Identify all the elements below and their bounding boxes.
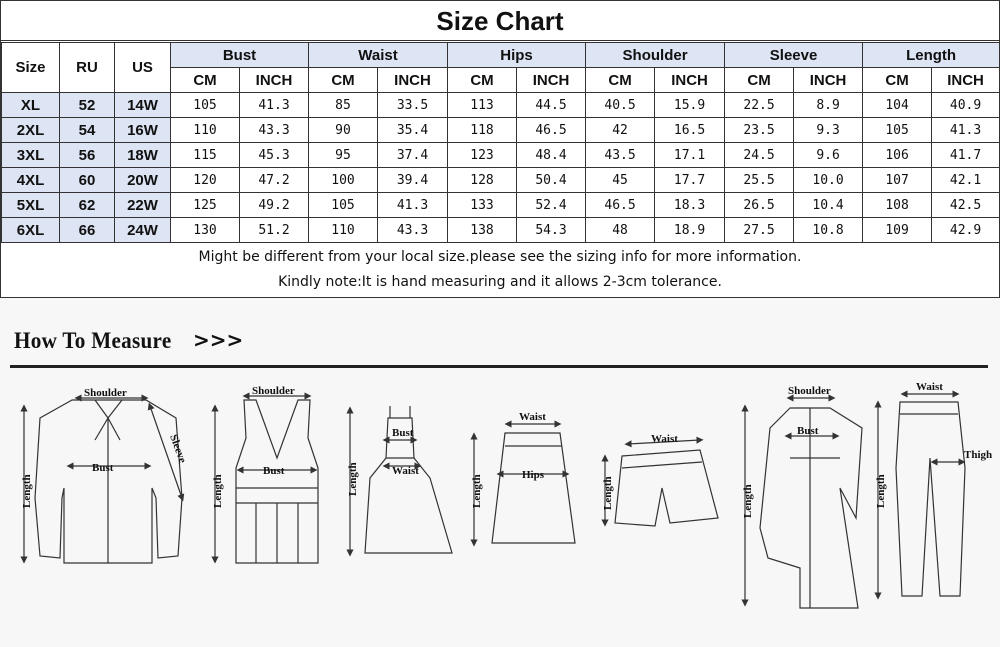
measurement-cell: 9.6 — [794, 143, 863, 168]
sundress-figure — [347, 406, 452, 553]
label-hips-4: Hips — [522, 469, 545, 481]
measurement-cell: 46.5 — [517, 118, 586, 143]
ru-cell: 52 — [60, 93, 115, 118]
measurement-cell: 16.5 — [655, 118, 725, 143]
chart-title: Size Chart — [1, 1, 999, 41]
measurement-cell: 40.5 — [586, 93, 655, 118]
size-note: Might be different from your local size.please see the sizing info for more information. — [198, 249, 802, 265]
size-cell: XL — [2, 93, 60, 118]
label-length-4: Length — [471, 474, 483, 508]
coat-figure — [742, 385, 862, 608]
table-row — [2, 143, 1000, 168]
ru-cell: 54 — [60, 118, 115, 143]
measurement-cell: 110 — [309, 218, 378, 243]
measurement-cell: 45 — [586, 168, 655, 193]
table-row — [2, 168, 1000, 193]
col-group-hips: Hips — [448, 43, 586, 68]
ru-cell: 60 — [60, 168, 115, 193]
measurement-cell: 18.3 — [655, 193, 725, 218]
measurement-cell: 18.9 — [655, 218, 725, 243]
size-cell: 4XL — [2, 168, 60, 193]
col-group-waist: Waist — [309, 43, 448, 68]
how-to-measure-section — [0, 298, 1000, 647]
measurement-cell: 42.9 — [932, 218, 1000, 243]
measurement-cell: 113 — [448, 93, 517, 118]
measurement-cell: 41.7 — [932, 143, 1000, 168]
measurement-cell: 118 — [448, 118, 517, 143]
col-header-ru: RU — [60, 43, 115, 93]
measurement-cell: 105 — [309, 193, 378, 218]
unit-header-inch: INCH — [240, 68, 309, 93]
measurement-cell: 48.4 — [517, 143, 586, 168]
measurement-cell: 43.5 — [586, 143, 655, 168]
measurement-cell: 8.9 — [794, 93, 863, 118]
skirt-figure — [471, 411, 575, 543]
measurement-cell: 17.1 — [655, 143, 725, 168]
measurement-cell: 130 — [171, 218, 240, 243]
measurement-cell: 115 — [171, 143, 240, 168]
measurement-cell: 110 — [171, 118, 240, 143]
measurement-cell: 123 — [448, 143, 517, 168]
measurement-cell: 42.1 — [932, 168, 1000, 193]
label-waist-7: Waist — [916, 381, 943, 393]
measurement-cell: 10.4 — [794, 193, 863, 218]
table-row — [2, 218, 1000, 243]
measurement-cell: 107 — [863, 168, 932, 193]
measurement-cell: 138 — [448, 218, 517, 243]
measurement-cell: 105 — [171, 93, 240, 118]
measurement-cell: 125 — [171, 193, 240, 218]
label-bust-6: Bust — [797, 425, 819, 437]
measurement-cell: 26.5 — [725, 193, 794, 218]
table-row — [2, 193, 1000, 218]
label-shoulder-6: Shoulder — [788, 385, 831, 397]
measurement-cell: 85 — [309, 93, 378, 118]
size-cell: 2XL — [2, 118, 60, 143]
measurement-cell: 43.3 — [240, 118, 309, 143]
us-cell: 16W — [115, 118, 171, 143]
measurement-cell: 35.4 — [378, 118, 448, 143]
blouse-figure — [21, 387, 189, 563]
us-cell: 14W — [115, 93, 171, 118]
measurement-cell: 25.5 — [725, 168, 794, 193]
measurement-cell: 17.7 — [655, 168, 725, 193]
measurement-cell: 95 — [309, 143, 378, 168]
table-row — [2, 93, 1000, 118]
arrows-icon: >>> — [193, 328, 244, 352]
col-group-bust: Bust — [171, 43, 309, 68]
size-table — [1, 42, 1000, 243]
label-bust-1: Bust — [92, 462, 114, 474]
measurement-cell: 24.5 — [725, 143, 794, 168]
label-sleeve-1: Sleeve — [167, 432, 189, 465]
measurement-cell: 27.5 — [725, 218, 794, 243]
tolerance-note: Kindly note:It is hand measuring and it allows 2-3cm tolerance. — [278, 274, 722, 290]
measurement-cell: 42.5 — [932, 193, 1000, 218]
tank-top-figure — [212, 385, 318, 563]
size-cell: 3XL — [2, 143, 60, 168]
label-waist-4: Waist — [519, 411, 546, 423]
us-cell: 24W — [115, 218, 171, 243]
measurement-cell: 133 — [448, 193, 517, 218]
us-cell: 20W — [115, 168, 171, 193]
label-bust-3: Bust — [392, 427, 414, 439]
how-to-measure-title: How To Measure — [14, 328, 172, 353]
unit-header-cm: CM — [725, 68, 794, 93]
measurement-cell: 109 — [863, 218, 932, 243]
measurement-cell: 90 — [309, 118, 378, 143]
ru-cell: 56 — [60, 143, 115, 168]
ru-cell: 66 — [60, 218, 115, 243]
col-header-us: US — [115, 43, 171, 93]
measurement-cell: 37.4 — [378, 143, 448, 168]
col-group-sleeve: Sleeve — [725, 43, 863, 68]
measurement-cell: 106 — [863, 143, 932, 168]
col-header-size: Size — [2, 43, 60, 93]
measurement-cell: 22.5 — [725, 93, 794, 118]
label-length-6: Length — [742, 484, 754, 518]
measurement-cell: 51.2 — [240, 218, 309, 243]
measurement-cell: 15.9 — [655, 93, 725, 118]
unit-header-cm: CM — [863, 68, 932, 93]
measurement-cell: 23.5 — [725, 118, 794, 143]
measurement-cell: 9.3 — [794, 118, 863, 143]
measurement-cell: 41.3 — [240, 93, 309, 118]
measurement-cell: 46.5 — [586, 193, 655, 218]
size-cell: 5XL — [2, 193, 60, 218]
title-underline — [10, 365, 988, 368]
label-waist-5: Waist — [651, 433, 678, 445]
measurement-cell: 105 — [863, 118, 932, 143]
col-group-length: Length — [863, 43, 1000, 68]
measurement-cell: 41.3 — [378, 193, 448, 218]
measurement-cell: 44.5 — [517, 93, 586, 118]
label-bust-2: Bust — [263, 465, 285, 477]
table-body — [2, 93, 1000, 243]
unit-header-inch: INCH — [378, 68, 448, 93]
unit-header-cm: CM — [586, 68, 655, 93]
label-shoulder-2: Shoulder — [252, 385, 295, 397]
label-length-7: Length — [875, 474, 887, 508]
measurement-cell: 49.2 — [240, 193, 309, 218]
us-cell: 22W — [115, 193, 171, 218]
measurement-cell: 100 — [309, 168, 378, 193]
measurement-cell: 128 — [448, 168, 517, 193]
unit-header-inch: INCH — [517, 68, 586, 93]
measurement-cell: 120 — [171, 168, 240, 193]
garment-illustrations — [0, 378, 1000, 647]
table-row — [2, 118, 1000, 143]
unit-header-cm: CM — [309, 68, 378, 93]
measurement-cell: 40.9 — [932, 93, 1000, 118]
label-waist-3: Waist — [392, 465, 419, 477]
measurement-cell: 108 — [863, 193, 932, 218]
label-thigh-7: Thigh — [964, 449, 993, 461]
size-chart — [0, 0, 1000, 298]
measurement-cell: 48 — [586, 218, 655, 243]
measurement-cell: 50.4 — [517, 168, 586, 193]
measurement-cell: 54.3 — [517, 218, 586, 243]
measurement-cell: 39.4 — [378, 168, 448, 193]
label-length-2: Length — [212, 474, 224, 508]
unit-header-inch: INCH — [794, 68, 863, 93]
us-cell: 18W — [115, 143, 171, 168]
measurement-cell: 47.2 — [240, 168, 309, 193]
measurement-cell: 41.3 — [932, 118, 1000, 143]
label-length-3: Length — [347, 462, 359, 496]
size-cell: 6XL — [2, 218, 60, 243]
col-group-shoulder: Shoulder — [586, 43, 725, 68]
measurement-cell: 104 — [863, 93, 932, 118]
unit-header-cm: CM — [448, 68, 517, 93]
unit-header-inch: INCH — [932, 68, 1000, 93]
measurement-cell: 42 — [586, 118, 655, 143]
unit-header-inch: INCH — [655, 68, 725, 93]
label-shoulder-1: Shoulder — [84, 387, 127, 399]
measurement-cell: 45.3 — [240, 143, 309, 168]
shorts-figure — [602, 433, 718, 526]
unit-header-cm: CM — [171, 68, 240, 93]
measurement-cell: 52.4 — [517, 193, 586, 218]
label-length-1: Length — [21, 474, 33, 508]
measurement-cell: 10.0 — [794, 168, 863, 193]
measurement-cell: 33.5 — [378, 93, 448, 118]
measurement-cell: 10.8 — [794, 218, 863, 243]
ru-cell: 62 — [60, 193, 115, 218]
measurement-cell: 43.3 — [378, 218, 448, 243]
label-length-5: Length — [602, 476, 614, 510]
pants-figure — [875, 381, 992, 596]
